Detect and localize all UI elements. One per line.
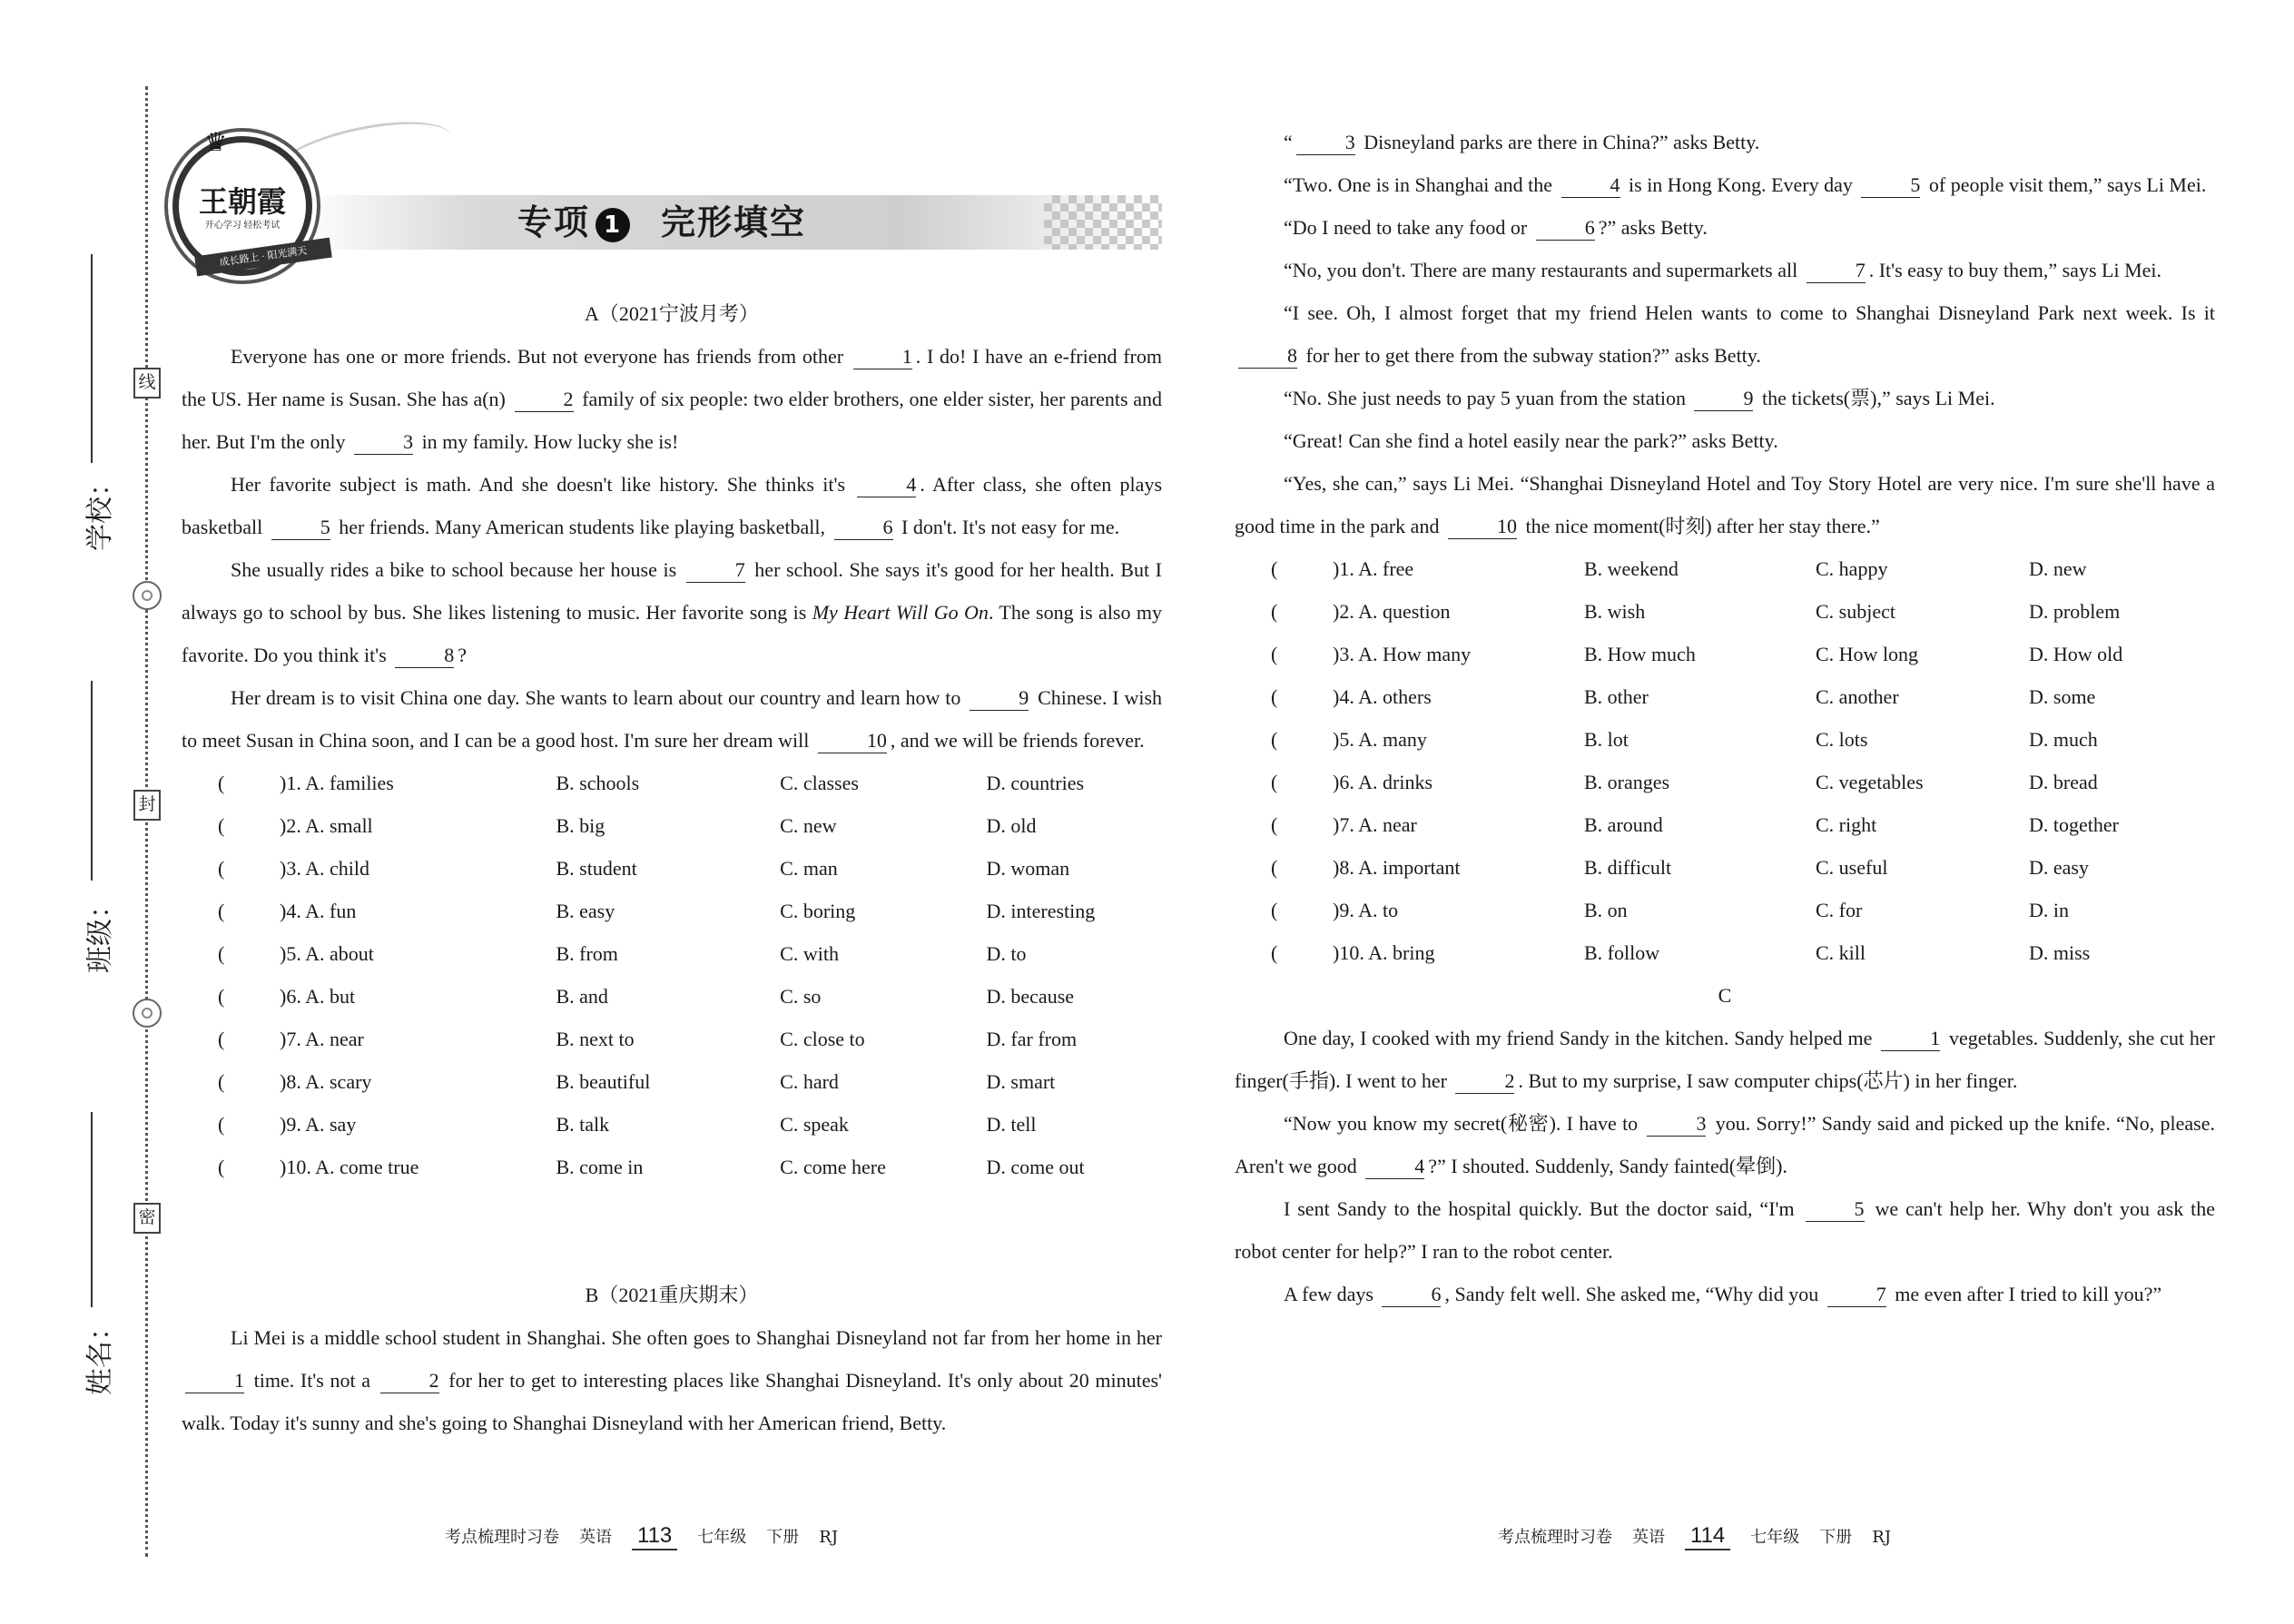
answer-slot[interactable]: [1271, 803, 1584, 846]
binding-hole: [133, 581, 162, 610]
blank-3[interactable]: 3: [1296, 131, 1355, 155]
option-d: D. problem: [2029, 600, 2121, 623]
section-a-options: [182, 762, 1162, 1188]
option-row: [1235, 931, 2215, 974]
answer-paren[interactable]: (: [218, 1156, 225, 1178]
option-a: )2. A. small: [280, 814, 373, 837]
footer-subject: 英语: [1632, 1528, 1665, 1547]
blank-5[interactable]: 5: [1861, 173, 1920, 198]
school-label: 学校：: [85, 469, 115, 551]
blank-4[interactable]: 4: [1365, 1155, 1424, 1179]
class-line[interactable]: [91, 681, 93, 881]
blank-8[interactable]: 8: [1238, 344, 1297, 369]
answer-paren[interactable]: (: [218, 814, 225, 837]
option-c: C. speak: [780, 1113, 849, 1136]
song-title: My Heart Will Go On: [812, 601, 989, 624]
answer-slot[interactable]: [218, 1018, 556, 1060]
blank-1[interactable]: 1: [1881, 1027, 1940, 1051]
option-row: [1235, 547, 2215, 590]
answer-paren[interactable]: (: [1271, 728, 1278, 751]
option-b: B. beautiful: [556, 1070, 651, 1093]
option-b: B. talk: [556, 1113, 610, 1136]
answer-paren[interactable]: (: [1271, 643, 1278, 665]
option-row: [182, 1018, 1162, 1060]
blank-2[interactable]: 2: [1455, 1069, 1514, 1094]
answer-slot[interactable]: [218, 932, 556, 975]
option-d: D. new: [2029, 557, 2087, 580]
blank-10[interactable]: 10: [1448, 515, 1517, 539]
section-a-title: A（2021宁波月考）: [585, 302, 759, 325]
option-d: D. because: [986, 985, 1075, 1008]
name-label: 姓名：: [85, 1314, 115, 1395]
option-d: D. woman: [986, 857, 1070, 880]
answer-slot[interactable]: [218, 804, 556, 847]
answer-slot[interactable]: [1271, 761, 1584, 803]
answer-paren[interactable]: (: [1271, 856, 1278, 879]
answer-paren[interactable]: (: [1271, 771, 1278, 793]
option-a: )8. A. important: [1333, 856, 1461, 879]
option-row: [1235, 803, 2215, 846]
option-b: B. around: [1584, 813, 1663, 836]
option-a: )1. A. free: [1333, 557, 1414, 580]
answer-paren[interactable]: (: [218, 857, 225, 880]
option-c: C. another: [1816, 685, 1899, 708]
option-d: D. some: [2029, 685, 2096, 708]
brand-slogan: 开心学习 轻松考试: [204, 221, 281, 231]
option-b: B. next to: [556, 1028, 635, 1050]
option-b: B. weekend: [1584, 557, 1679, 580]
blank-3[interactable]: 3: [1647, 1112, 1706, 1137]
option-d: D. smart: [986, 1070, 1056, 1093]
paragraph: “No. She just needs to pay 5 yuan from the station 9 the tickets(票),” says Li Mei.: [1284, 387, 1995, 409]
option-row: [182, 1146, 1162, 1188]
paragraph: “Great! Can she find a hotel easily near the park?” asks Betty.: [1284, 429, 1778, 452]
answer-slot[interactable]: [1271, 590, 1584, 633]
option-b: B. and: [556, 985, 608, 1008]
paragraph: “I see. Oh, I almost forget that my friend Helen wants to come to Shanghai Disneyland Park next week. Is it 8 for her to get there from the subway station?” asks Betty.: [1235, 291, 2215, 377]
option-row: [1235, 846, 2215, 889]
option-a: )4. A. fun: [280, 900, 357, 922]
option-c: C. man: [780, 857, 838, 880]
option-d: D. much: [2029, 728, 2098, 751]
option-b: B. on: [1584, 899, 1628, 921]
footer: [445, 1523, 838, 1550]
answer-paren[interactable]: (: [218, 772, 225, 794]
blank-9[interactable]: 9: [970, 686, 1029, 711]
option-d: D. old: [986, 814, 1037, 837]
class-label: 班级：: [85, 891, 115, 973]
option-d: D. countries: [986, 772, 1085, 794]
option-b: B. other: [1584, 685, 1649, 708]
answer-paren[interactable]: (: [218, 1113, 225, 1136]
blank-10[interactable]: 10: [818, 729, 887, 753]
footer-volume: 下册: [766, 1528, 800, 1547]
option-a: )2. A. question: [1333, 600, 1451, 623]
footer-subject: 英语: [579, 1528, 612, 1547]
brand-name: 王朝霞: [198, 184, 286, 219]
footer-grade: 七年级: [1750, 1528, 1800, 1547]
class-field[interactable]: [65, 681, 120, 980]
option-b: B. big: [556, 814, 605, 837]
blank-7[interactable]: 7: [686, 558, 745, 583]
footer-edition: RJ: [819, 1528, 839, 1547]
answer-slot[interactable]: [218, 762, 556, 804]
blank-2[interactable]: 2: [515, 388, 574, 412]
school-line[interactable]: [91, 254, 93, 463]
option-b: B. lot: [1584, 728, 1629, 751]
paragraph: Her dream is to visit China one day. She wants to learn about our country and learn how to 9 Chinese. I wish to meet Susan in China soon, and I can be a good host. I'm sure her dream will 10 , and we will be friends forever.: [182, 686, 1163, 752]
page-number: 114: [1685, 1523, 1730, 1550]
name-field[interactable]: [65, 1112, 120, 1412]
option-a: )3. A. How many: [1333, 643, 1472, 665]
paragraph: “No, you don't. There are many restaurants and supermarkets all 7 . It's easy to buy them,” says Li Mei.: [1284, 259, 2162, 281]
paragraph: “Do I need to take any food or 6 ?” asks Betty.: [1284, 216, 1708, 239]
footer-grade: 七年级: [697, 1528, 747, 1547]
blank-9[interactable]: 9: [1694, 387, 1753, 411]
section-b-options: [1235, 547, 2215, 974]
answer-paren[interactable]: (: [218, 900, 225, 922]
paragraph: Her favorite subject is math. And she doesn't like history. She thinks it's 4 . After class, she often plays basketball 5 her friends. Many American students like playing basketball, 6 I don't. It's not easy for me.: [182, 473, 1162, 538]
option-c: C. kill: [1816, 941, 1866, 964]
option-b: B. difficult: [1584, 856, 1672, 879]
option-d: D. together: [2029, 813, 2119, 836]
answer-slot[interactable]: [1271, 633, 1584, 675]
footer-book: 考点梳理时习卷: [445, 1528, 559, 1547]
option-d: D. easy: [2029, 856, 2089, 879]
option-a: )10. A. bring: [1333, 941, 1435, 964]
option-a: )5. A. about: [280, 942, 374, 965]
option-c: C. right: [1816, 813, 1877, 836]
option-row: [1235, 590, 2215, 633]
answer-paren[interactable]: (: [218, 1028, 225, 1050]
paragraph: A few days 6 , Sandy felt well. She asked me, “Why did you 7 me even after I tried to kill you?”: [1284, 1283, 2162, 1305]
option-row: [1235, 761, 2215, 803]
section-c-title: C: [1718, 984, 1732, 1007]
option-c: C. happy: [1816, 557, 1888, 580]
option-b: B. student: [556, 857, 637, 880]
section-b-continued: [1235, 121, 2215, 1315]
title-main: 完形填空: [661, 202, 807, 242]
option-d: D. How old: [2029, 643, 2123, 665]
footer: [1498, 1523, 1891, 1550]
blank-6[interactable]: 6: [834, 516, 893, 540]
paragraph: “Two. One is in Shanghai and the 4 is in Hong Kong. Every day 5 of people visit them,” says Li Mei.: [1284, 173, 2207, 196]
option-c: C. useful: [1816, 856, 1888, 879]
blank-7[interactable]: 7: [1807, 259, 1866, 283]
option-b: B. easy: [556, 900, 615, 922]
option-a: )7. A. near: [1333, 813, 1417, 836]
option-c: C. boring: [780, 900, 856, 922]
option-a: )6. A. drinks: [1333, 771, 1433, 793]
section-b: [182, 1274, 1162, 1444]
answer-slot[interactable]: [218, 1060, 556, 1103]
answer-slot[interactable]: [1271, 846, 1584, 889]
paragraph: Li Mei is a middle school student in Shanghai. She often goes to Shanghai Disneyland not far from her home in her 1 time. It's not a 2 for her to get to interesting places like Shanghai Disneyland. It's only about 20 minutes' walk. Today it's sunny and she's going to Shanghai Disneyland with her American friend, Betty.: [182, 1326, 1162, 1434]
option-a: )3. A. child: [280, 857, 369, 880]
answer-paren[interactable]: (: [1271, 899, 1278, 921]
title-number: 1: [596, 208, 630, 242]
option-c: C. How long: [1816, 643, 1919, 665]
answer-slot[interactable]: [1271, 889, 1584, 931]
option-row: [182, 1060, 1162, 1103]
option-b: B. from: [556, 942, 618, 965]
answer-slot[interactable]: [218, 890, 556, 932]
option-a: )9. A. say: [280, 1113, 357, 1136]
answer-paren[interactable]: (: [218, 942, 225, 965]
option-row: [182, 762, 1162, 804]
option-c: C. with: [780, 942, 839, 965]
answer-slot[interactable]: [1271, 675, 1584, 718]
binding-mark-xian: 线: [133, 368, 161, 399]
option-c: C. new: [780, 814, 837, 837]
blank-7[interactable]: 7: [1827, 1283, 1886, 1307]
option-d: D. bread: [2029, 771, 2098, 793]
option-a: )9. A. to: [1333, 899, 1399, 921]
section-b-title: B（2021重庆期末）: [585, 1284, 759, 1306]
option-row: [182, 890, 1162, 932]
option-row: [1235, 633, 2215, 675]
option-b: B. come in: [556, 1156, 644, 1178]
option-c: C. subject: [1816, 600, 1895, 623]
option-row: [1235, 718, 2215, 761]
answer-paren[interactable]: (: [1271, 941, 1278, 964]
blank-1[interactable]: 1: [185, 1369, 244, 1393]
paragraph: She usually rides a bike to school because her house is 7 her school. She says it's good for her health. But I always go to school by bus. She likes listening to music. Her favorite song is My Heart Will Go On. The song is also my favorite. Do you think it's 8 ?: [182, 558, 1162, 666]
blank-8[interactable]: 8: [395, 644, 454, 668]
option-row: [1235, 889, 2215, 931]
blank-3[interactable]: 3: [354, 430, 413, 455]
option-a: )7. A. near: [280, 1028, 364, 1050]
name-line[interactable]: [91, 1112, 93, 1307]
blank-5[interactable]: 5: [271, 516, 330, 540]
option-row: [182, 847, 1162, 890]
option-b: B. oranges: [1584, 771, 1670, 793]
option-a: )5. A. many: [1333, 728, 1427, 751]
option-row: [182, 975, 1162, 1018]
option-c: C. close to: [780, 1028, 865, 1050]
answer-slot[interactable]: [1271, 931, 1584, 974]
option-d: D. tell: [986, 1113, 1037, 1136]
option-d: D. in: [2029, 899, 2069, 921]
option-a: )6. A. but: [280, 985, 356, 1008]
option-c: C. lots: [1816, 728, 1868, 751]
blank-5[interactable]: 5: [1806, 1197, 1865, 1222]
answer-slot[interactable]: [218, 975, 556, 1018]
section-a: [182, 292, 1162, 1188]
option-c: C. come here: [780, 1156, 886, 1178]
option-a: )1. A. families: [280, 772, 394, 794]
crown-icon: ♛: [204, 129, 230, 157]
paragraph: “Yes, she can,” says Li Mei. “Shanghai Disneyland Hotel and Toy Story Hotel are very nice. I'm sure she'll have a good time in the park and 10 the nice moment(时刻) after her stay there.”: [1235, 472, 2215, 537]
answer-paren[interactable]: (: [1271, 813, 1278, 836]
answer-paren[interactable]: (: [218, 1070, 225, 1093]
option-d: D. to: [986, 942, 1027, 965]
blank-1[interactable]: 1: [853, 345, 912, 369]
option-d: D. interesting: [986, 900, 1096, 922]
option-row: [182, 932, 1162, 975]
answer-paren[interactable]: (: [1271, 685, 1278, 708]
footer-book: 考点梳理时习卷: [1498, 1528, 1612, 1547]
option-a: )10. A. come true: [280, 1156, 419, 1178]
answer-paren[interactable]: (: [218, 985, 225, 1008]
binding-margin: [0, 0, 172, 1624]
option-a: )4. A. others: [1333, 685, 1432, 708]
answer-paren[interactable]: (: [1271, 600, 1278, 623]
option-b: B. How much: [1584, 643, 1696, 665]
blank-6[interactable]: 6: [1536, 216, 1595, 241]
answer-slot[interactable]: [1271, 718, 1584, 761]
page-number: 113: [632, 1523, 677, 1550]
option-b: B. schools: [556, 772, 640, 794]
blank-2[interactable]: 2: [380, 1369, 439, 1393]
footer-edition: RJ: [1872, 1528, 1892, 1547]
binding-mark-feng: 封: [133, 790, 161, 821]
blank-6[interactable]: 6: [1382, 1283, 1441, 1307]
answer-slot[interactable]: [218, 1146, 556, 1188]
option-row: [182, 1103, 1162, 1146]
blank-4[interactable]: 4: [857, 473, 916, 497]
option-b: B. wish: [1584, 600, 1646, 623]
binding-hole: [133, 999, 162, 1028]
blank-4[interactable]: 4: [1561, 173, 1620, 198]
option-a: )8. A. scary: [280, 1070, 372, 1093]
option-b: B. follow: [1584, 941, 1660, 964]
binding-mark-mi: 密: [133, 1203, 161, 1234]
paragraph: Everyone has one or more friends. But not everyone has friends from other 1 . I do! I have an e-friend from the US. Her name is Susan. She has a(n) 2 family of six people: two elder brothers, one elder sister, her parents and her. But I'm the only 3 in my family. How lucky she is!: [182, 345, 1162, 453]
paragraph: I sent Sandy to the hospital quickly. But the doctor said, “I'm 5 we can't help her. Why don't you ask the robot center for help?” I ran to the robot center.: [1235, 1197, 2215, 1263]
brand-ribbon: 成长路上 · 阳光满天: [194, 238, 332, 277]
paragraph: “Now you know my secret(秘密). I have to 3 you. Sorry!” Sandy said and picked up the knife. “No, please. Aren't we good 4 ?” I shouted. Suddenly, Sandy fainted(晕倒).: [1235, 1112, 2215, 1177]
option-d: D. come out: [986, 1156, 1085, 1178]
left-page: [182, 0, 1162, 1624]
paragraph: “ 3 Disneyland parks are there in China?” asks Betty.: [1284, 131, 1760, 153]
option-c: C. hard: [780, 1070, 839, 1093]
title-prefix: 专项: [517, 202, 591, 242]
option-d: D. far from: [986, 1028, 1078, 1050]
option-c: C. for: [1816, 899, 1863, 921]
answer-slot[interactable]: [218, 847, 556, 890]
right-page: [1235, 0, 2215, 1624]
option-row: [1235, 675, 2215, 718]
option-row: [182, 804, 1162, 847]
option-c: C. vegetables: [1816, 771, 1924, 793]
answer-slot[interactable]: [218, 1103, 556, 1146]
paragraph: One day, I cooked with my friend Sandy in the kitchen. Sandy helped me 1 vegetables. Suddenly, she cut her finger(手指). I went to her 2 . But to my surprise, I saw computer chips(芯片) in her finger.: [1235, 1027, 2216, 1092]
option-c: C. classes: [780, 772, 859, 794]
option-c: C. so: [780, 985, 822, 1008]
footer-volume: 下册: [1819, 1528, 1853, 1547]
school-field[interactable]: [65, 254, 120, 554]
binding-dotted-line: [145, 86, 148, 1557]
option-d: D. miss: [2029, 941, 2091, 964]
answer-slot[interactable]: [1271, 547, 1584, 590]
answer-paren[interactable]: (: [1271, 557, 1278, 580]
